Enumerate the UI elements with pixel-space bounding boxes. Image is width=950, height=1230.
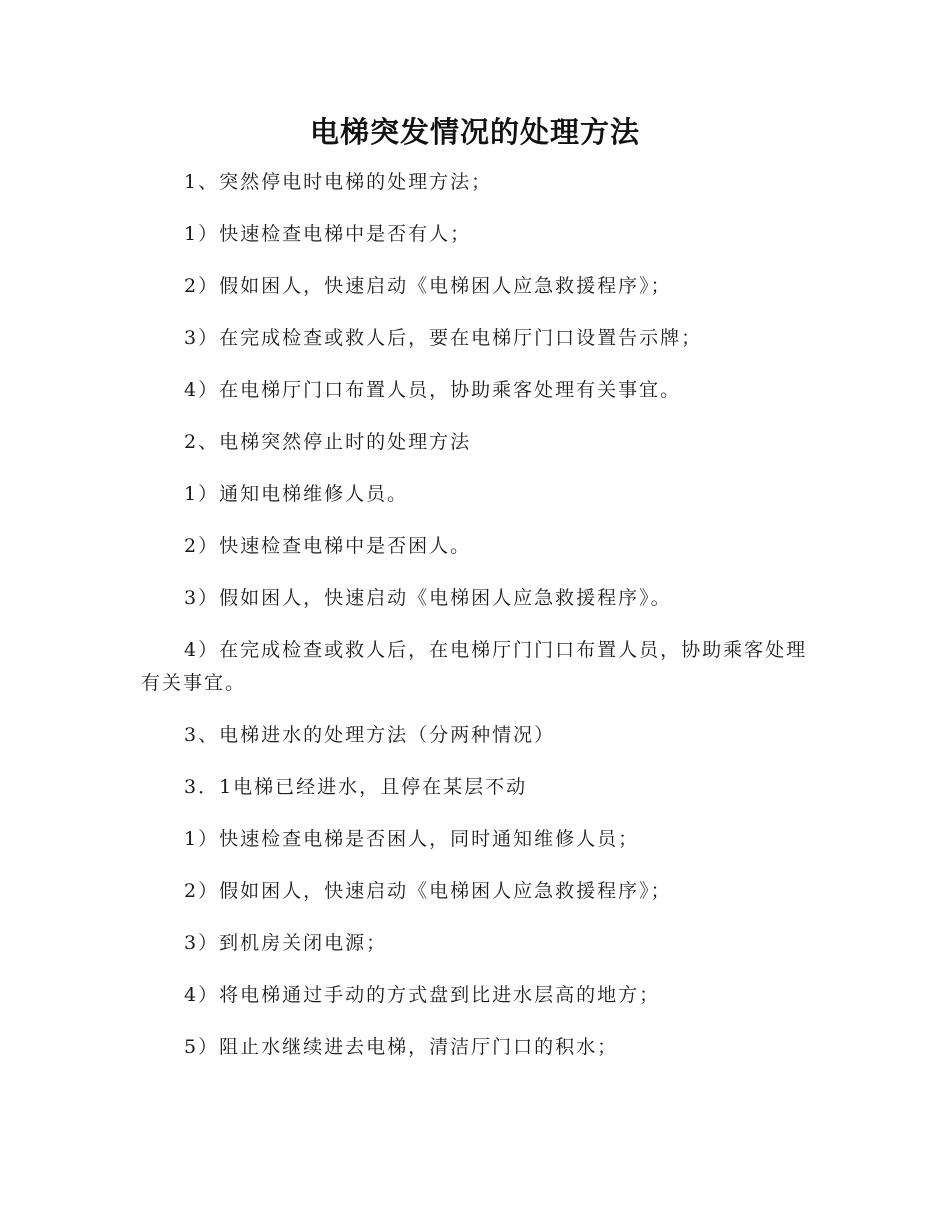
paragraph: 1、突然停电时电梯的处理方法； (184, 171, 493, 193)
paragraph: 1）快速检查电梯中是否有人； (184, 223, 472, 245)
paragraph: 5）阻止水继续进去电梯，清洁厅门口的积水； (184, 1036, 619, 1058)
paragraph: 3）在完成检查或救人后，要在电梯厅门口设置告示牌； (184, 327, 703, 349)
paragraph: 1）快速检查电梯是否困人，同时通知维修人员； (184, 828, 640, 850)
document-body (141, 166, 809, 1083)
paragraph: 4）在电梯厅门口布置人员，协助乘客处理有关事宜。 (184, 379, 682, 401)
paragraph: 2）假如困人，快速启动《电梯困人应急救援程序》； (184, 275, 672, 297)
paragraph: 1）通知电梯维修人员。 (184, 483, 409, 505)
paragraph: 4）在完成检查或救人后，在电梯厅门门口布置人员，协助乘客处理有关事宜。 (141, 639, 808, 694)
paragraph: 3）到机房关闭电源； (184, 932, 388, 954)
paragraph: 2）快速检查电梯中是否困人。 (184, 535, 472, 557)
paragraph: 2、电梯突然停止时的处理方法 (184, 431, 472, 453)
paragraph: 3）假如困人，快速启动《电梯困人应急救援程序》。 (184, 587, 672, 609)
paragraph: 3．1电梯已经进水，且停在某层不动 (184, 776, 528, 798)
paragraph: 3、电梯进水的处理方法（分两种情况） (184, 724, 556, 746)
paragraph: 2）假如困人，快速启动《电梯困人应急救援程序》； (184, 880, 672, 902)
document-title: 电梯突发情况的处理方法 (309, 115, 640, 149)
paragraph: 4）将电梯通过手动的方式盘到比进水层高的地方； (184, 984, 661, 1006)
